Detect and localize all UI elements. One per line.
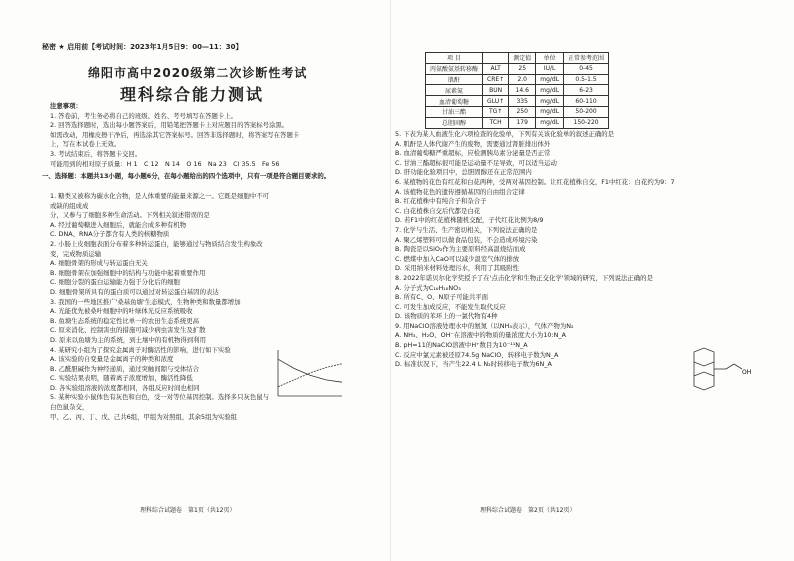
note-line: 3. 考试结束后，将答题卡交回。 xyxy=(50,149,142,158)
table-cell: TCH xyxy=(483,117,509,128)
question-line: C. 细胞分裂的蛋白运输能力强于分化后的细胞 xyxy=(50,278,180,287)
question-line: C. 白花植株自交后代都是白花 xyxy=(395,206,481,215)
footer-left: 理科综合试题卷 第1页（共12页） xyxy=(140,507,236,514)
question-line: D. 肝功能化验项目中，总胆固醇还在正常范围内 xyxy=(395,168,532,177)
right-questions xyxy=(395,130,765,370)
table-cell: 60-110 xyxy=(564,96,609,107)
question-line: B. pH=11的NaClO溶液中H⁺数目为10⁻¹¹N_A xyxy=(395,341,528,350)
question-line: B. 乙酰胆碱作为神经递质，通过突触间隙与受体结合 xyxy=(50,364,200,373)
question-line: A. 该植物花色的遗传遵循基因的自由组合定律 xyxy=(395,187,525,196)
table-cell: 总胆固醇 xyxy=(426,117,483,128)
question-line: 2. 小肠上皮细胞表面分布着多种转运蛋白，能够通过与物质结合发生构象改变，完成物质运输 xyxy=(50,239,263,258)
table-cell: mg/dL xyxy=(536,85,564,96)
question-line: C. DNA、RNA分子都含有人类的核糖物质 xyxy=(50,230,170,239)
question-line: D. 若F1中的红花植株随机交配，子代红花比例为8/9 xyxy=(395,216,544,225)
question-line: A. 细胞骨架的形成与转运蛋白无关 xyxy=(50,259,148,268)
table-cell: mg/dL xyxy=(536,74,564,85)
table-cell: mg/dL xyxy=(536,117,564,128)
table-cell: 335 xyxy=(509,96,536,107)
question-line: 5. 下表为某人血液生化六项检查的化验单，下列有关该化验单的叙述正确的是 xyxy=(395,130,615,138)
question-line: D. 该物质的苯环上的一氯代物有4种 xyxy=(395,312,498,321)
table-cell: 甘油三酯 xyxy=(426,106,483,117)
question-line: C. 可发生加成反应，不能发生取代反应 xyxy=(395,302,506,311)
molecule-structure xyxy=(684,346,754,398)
table-cell: 50-200 xyxy=(564,106,609,117)
question-line: B. 血清葡萄糖严重超标，应检测胰岛素分泌量是否正常 xyxy=(395,149,551,158)
question-line: B. 鱼塘生态系统的稳定性比单一的农田生态系统更高 xyxy=(50,316,200,325)
table-cell: 尿素氮 xyxy=(426,85,483,96)
enzyme-activity-chart xyxy=(272,346,344,402)
question-line: A. 该实验的自变量是金属离子的种类和浓度 xyxy=(50,355,174,364)
table-cell: mg/dL xyxy=(536,106,564,117)
table-header: 正常参考范围 xyxy=(564,53,609,64)
fold-divider xyxy=(390,0,391,561)
table-cell: BUN xyxy=(483,85,509,96)
exam-subtitle: 理科综合能力测试 xyxy=(120,85,265,104)
question-line: 5. 某种实验小鼠体色有灰色和白色，受一对等位基因控制。选择多只灰色鼠与白色鼠杂交， xyxy=(50,393,270,412)
question-line: C. 反应中氯元素被还原74.5g NaClO，转移电子数为N_A xyxy=(395,350,559,359)
note-line: 如需改动，用橡皮擦干净后，再选涂其它答案标号。回答非选择题时，将答案写在答题卡 xyxy=(50,130,300,139)
table-cell: 25 xyxy=(509,63,536,74)
question-line: C. 原来消化、控制害虫的措施可减少病虫害发生及扩散 xyxy=(50,326,206,335)
table-cell: 丙氨酸氨基转移酶 xyxy=(426,63,483,74)
table-cell: 0-45 xyxy=(564,63,609,74)
question-line: A. 光能优先被桑叶细胞中的叶绿体光反应系统吸收 xyxy=(50,307,193,316)
question-line: 4. 某研究小组为了探究金属离子对酶活性的影响，进行如下实验 xyxy=(50,345,231,354)
question-line: B. 陶瓷是以SiO₂作为主要原料经高温烧结而成 xyxy=(395,245,526,254)
table-header xyxy=(483,53,509,64)
secret-header: 秘密 ★ 启用前【考试时间：2023年1月5日9：00—11：30】 xyxy=(42,43,243,51)
table-cell: 150-220 xyxy=(564,117,609,128)
table-cell: 14.6 xyxy=(509,85,536,96)
note-line: 可能用到的相对原子质量：H 1 C 12 N 14 O 16 Na 23 Cl 35.5 Fe 56 xyxy=(50,159,280,168)
svg-text:OH: OH xyxy=(742,369,752,376)
section-heading: 一、选择题：本题共13小题，每小题6分，在每小题给出的四个选项中，只有一项是符合题目要求的。 xyxy=(42,172,331,180)
exam-title: 绵阳市高中2020级第二次诊断性考试 xyxy=(88,66,308,80)
footer-right: 理科综合试题卷 第2页（共12页） xyxy=(480,507,576,514)
question-line: 6. 某植物的花色有红花和白花两种，受两对基因控制。让红花植株自交，F1中红花：白花约为9：7 xyxy=(395,177,675,186)
question-line: A. NH₃、H₂O、OH⁻在溶液中的物质的量浓度大小为10:N_A xyxy=(395,331,566,340)
table-cell: 0.5-1.5 xyxy=(564,74,609,85)
table-row xyxy=(426,106,609,117)
question-line: 7. 化学与生活、生产密切相关，下列说法正确的是 xyxy=(395,225,538,234)
note-line: 2. 回答选择题时，选出每小题答案后，用铅笔把答题卡上对应题目的答案标号涂黑。 xyxy=(50,121,289,130)
question-line: A. 经过葡萄糖进入细胞后，就能合成多种有机物 xyxy=(50,220,187,229)
table-cell: GLU↑ xyxy=(483,96,509,107)
question-line: C. 燃煤中加入CaO可以减少温室气体的排放 xyxy=(395,254,520,263)
question-line: D. 标准状况下，当产生22.4 L N₂时转移电子数为6N_A xyxy=(395,360,552,369)
question-line: A. 肌酐是人体代谢产生的废物，需要通过肾脏排出体外 xyxy=(395,139,551,148)
question-line: 1. 糖类又被称为碳水化合物，是人体重要的能量来源之一。它既是细胞中不可或缺的组成成 xyxy=(50,192,270,210)
table-cell: 2.0 xyxy=(509,74,536,85)
table-cell: 血清葡萄糖 xyxy=(426,96,483,107)
table-row xyxy=(426,74,609,85)
table-cell: 肌酐 xyxy=(426,74,483,85)
question-line: D. 细胞骨架所具有的蛋白质可以通过对转运蛋白基因的表达 xyxy=(50,287,219,296)
table-header: 测定值 xyxy=(509,53,536,64)
notes-block xyxy=(50,102,380,169)
question-line: D. 采用纳米材料处理污水，利用了其吸附性 xyxy=(395,264,520,273)
table-cell: 250 xyxy=(509,106,536,117)
table-cell: 179 xyxy=(509,117,536,128)
table-row xyxy=(426,117,609,128)
notes-heading: 注意事项： xyxy=(50,102,82,110)
question-line: 8. 2022年诺贝尔化学奖授予了在'点击化学和生物正交化学'领域的研究，下列说法正确的是 xyxy=(395,273,653,282)
question-line: B. 所有C、O、N原子可能共平面 xyxy=(395,293,489,302)
question-line: 甲、乙、丙、丁、戊、己共6组，甲组为对照组，其余5组为实验组 xyxy=(50,412,238,421)
question-line: D. 各实验组溶液的浓度都相同，各组反应时间也相同 xyxy=(50,383,200,392)
lab-results-table xyxy=(425,52,609,129)
table-row xyxy=(426,85,609,96)
series-line xyxy=(278,359,342,382)
table-row xyxy=(426,96,609,107)
question-line: 9. 用NaClO溶液处理水中的氨氮（以NH₃表示），气体产物为N₂ xyxy=(395,321,574,330)
question-line: A. 分子式为C₁₆H₁₈NO₃ xyxy=(395,283,461,292)
table-cell: ALT xyxy=(483,63,509,74)
table-header: 单位 xyxy=(536,53,564,64)
question-line: 3. 我国的一些地区推广'桑基鱼塘'生态模式，生物种类和数量都增加 xyxy=(50,297,241,306)
table-cell: IU/L xyxy=(536,63,564,74)
note-line: 上，写在本试卷上无效。 xyxy=(50,140,121,149)
table-cell: TG↑ xyxy=(483,106,509,117)
question-line: B. 红花植株中有纯合子和杂合子 xyxy=(395,197,487,206)
table-header: 项 目 xyxy=(426,53,483,64)
table-cell: CRE↑ xyxy=(483,74,509,85)
question-line: B. 细胞骨架在加强细胞中的结构与功能中起着重要作用 xyxy=(50,268,206,277)
note-line: 1. 答卷前，考生务必将自己的班级、姓名、考号填写在答题卡上。 xyxy=(50,111,238,120)
left-questions xyxy=(50,192,270,422)
question-line: C. 实验结果表明，随着离子浓度增加，酶活性降低 xyxy=(50,374,193,383)
question-line: 分，又参与了细胞多种生命活动。下列相关叙述错误的是 xyxy=(50,211,210,220)
table-row xyxy=(426,63,609,74)
table-cell: mg/dL xyxy=(536,96,564,107)
question-line: C. 甘油三酯超标很可能是运动量不足导致，可以适当运动 xyxy=(395,158,557,167)
table-cell: 6-23 xyxy=(564,85,609,96)
question-line: D. 原来以鱼塘为主的系统，到土壤中的有机物得到利用 xyxy=(50,335,206,344)
question-line: A. 聚乙烯塑料可以做食品包装，不会造成环境污染 xyxy=(395,235,538,244)
